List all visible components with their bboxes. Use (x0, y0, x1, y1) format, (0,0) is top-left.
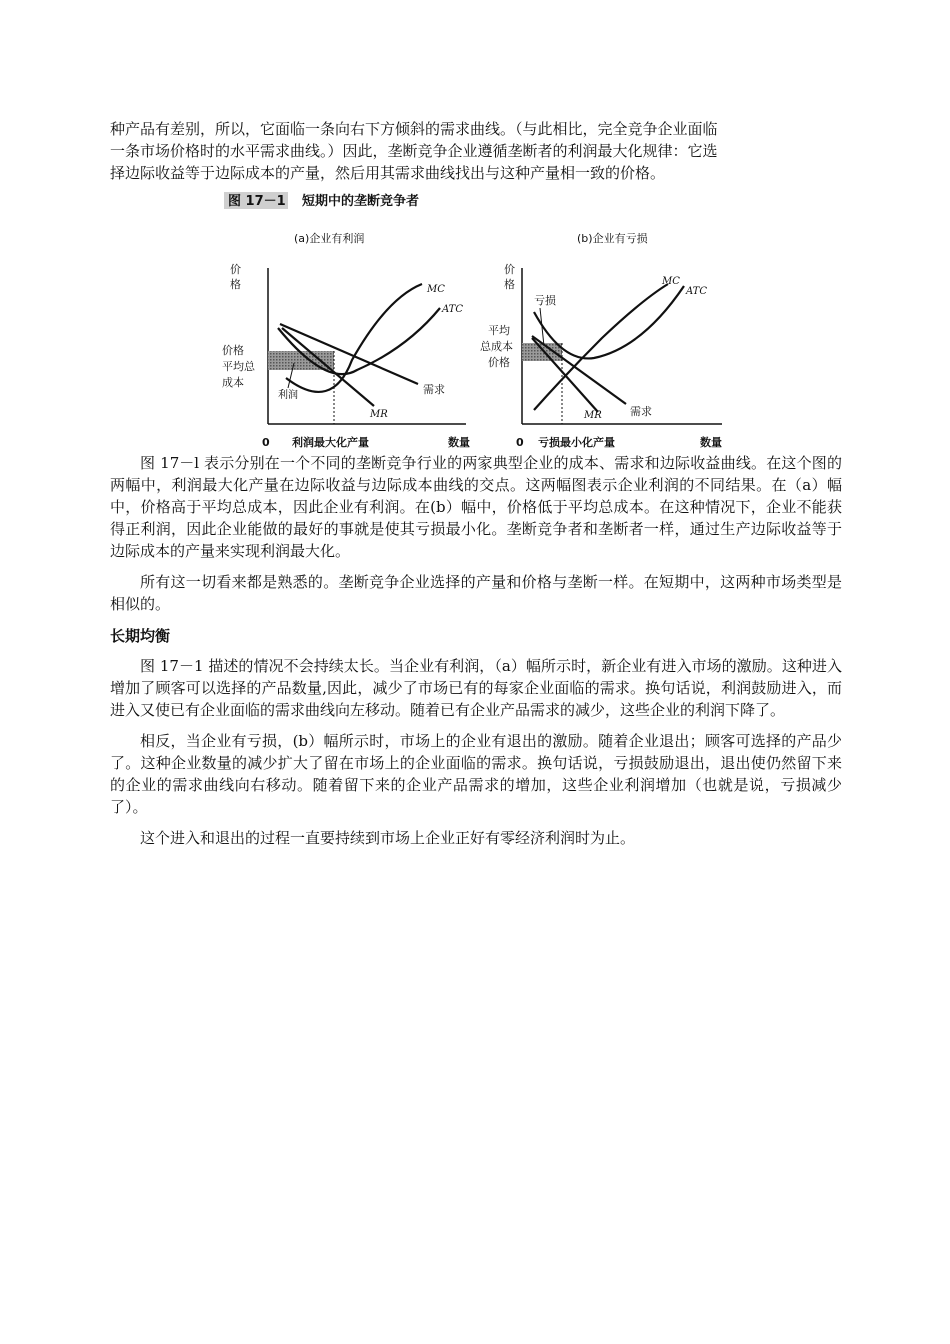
section-heading: 长期均衡 (110, 627, 171, 645)
paragraph-5: 这个进入和退出的过程一直要持续到市场上企业正好有零经济利润时为止。 (140, 829, 636, 847)
figure-17-1 (222, 188, 732, 456)
intro-line-2: 一条市场价格时的水平需求曲线。）因此，垄断竞争企业遵循垄断者的利润最大化规律：它选 (110, 142, 718, 160)
panel-b-loss-area (522, 343, 562, 361)
panel-a (222, 231, 470, 449)
panel-b-x-axis-label: 数量 (700, 436, 722, 449)
panel-b-atc-text-2: 总成本 (480, 340, 513, 353)
panel-b-origin: 0 (516, 436, 524, 449)
panel-b-loss-label: 亏损 (534, 294, 556, 307)
panel-b-atc-label: ATC (686, 286, 707, 297)
panel-b-demand-label: 需求 (630, 405, 652, 418)
document-page (110, 118, 842, 184)
panel-a-demand-label: 需求 (423, 383, 445, 396)
panel-a-q-label: 利润最大化产量 (292, 436, 369, 449)
panel-a-caption: (a)企业有利润 (294, 232, 365, 245)
paragraph-4: 相反，当企业有亏损，(b）幅所示时，市场上的企业有退出的激励。随着企业退出；顾客可选择的产品少了。这种企业数量的减少扩大了留在市场上的企业面临的需求。换句话说，亏损鼓励退出，退出使仍然留下来的企业的需求曲线向右移动。随着留下来的企业产品需求的增加，这些企业利润增加（也就是说，亏损减少了）。 (110, 732, 842, 816)
panel-a-origin: 0 (262, 436, 270, 449)
panel-b-caption: (b)企业有亏损 (577, 232, 648, 245)
panel-b-y-label-1: 价 (504, 263, 515, 276)
panel-a-x-axis-label: 数量 (448, 436, 470, 449)
panel-b-mr-label: MR (584, 410, 602, 421)
panel-a-atc-text-1: 平均总 (222, 360, 255, 373)
panel-a-atc-text-2: 成本 (222, 376, 244, 389)
panel-b-y-label-2: 格 (504, 278, 515, 291)
panel-a-price-label: 价格 (222, 344, 244, 357)
panel-b-mc-label: MC (662, 276, 680, 287)
panel-a-mr-label: MR (370, 409, 388, 420)
panel-a-y-label-1: 价 (230, 263, 241, 276)
intro-line-3: 择边际收益等于边际成本的产量，然后用其需求曲线找出与这种产量相一致的价格。 (110, 164, 666, 182)
panel-a-mc-label: MC (427, 284, 445, 295)
panel-b (480, 231, 722, 449)
paragraph-1: 图 17－l 表示分别在一个不同的垄断竞争行业的两家典型企业的成本、需求和边际收益曲线。在这个图的两幅中，利润最大化产量在边际收益与边际成本曲线的交点。这两幅图表示企业利润的不同结果。在（a）幅中，价格高于平均总成本，因此企业有利润。在(b）幅中，价格低于平均总成本。在这种情况下，企业不能获得正利润，因此企业能做的最好的事就是使其亏损最小化。垄断竞争者和垄断者一样，通过生产边际收益等于边际成本的产量来实现利润最大化。 (110, 454, 842, 560)
panel-a-atc-label: ATC (442, 304, 463, 315)
figure-number: 图 17－1 (228, 194, 286, 209)
paragraph-3: 图 17－1 描述的情况不会持续太长。当企业有利润，（a）幅所示时，新企业有进入市场的激励。这种进入增加了顾客可以选择的产品数量,因此，减少了市场已有的每家企业面临的需求。换句话说，利润鼓励进入，而进入又使已有企业面临的需求曲线向左移动。随着已有企业产品需求的减少，这些企业的利润下降了。 (110, 657, 842, 719)
document-body (110, 452, 842, 849)
paragraph-2: 所有这一切看来都是熟悉的。垄断竞争企业选择的产量和价格与垄断一样。在短期中，这两种市场类型是相似的。 (110, 573, 842, 613)
panel-a-y-label-2: 格 (230, 278, 241, 291)
panel-b-q-label: 亏损最小化产量 (538, 436, 615, 449)
panel-b-demand-curve (532, 336, 626, 404)
panel-a-profit-label: 利润 (278, 390, 298, 401)
panel-b-price-label: 价格 (488, 356, 510, 369)
panel-b-atc-text-1: 平均 (488, 324, 510, 337)
figure-title: 短期中的垄断竞争者 (302, 194, 420, 209)
intro-line-1: 种产品有差别，所以，它面临一条向右下方倾斜的需求曲线。（与此相比，完全竞争企业面临 (110, 120, 718, 138)
